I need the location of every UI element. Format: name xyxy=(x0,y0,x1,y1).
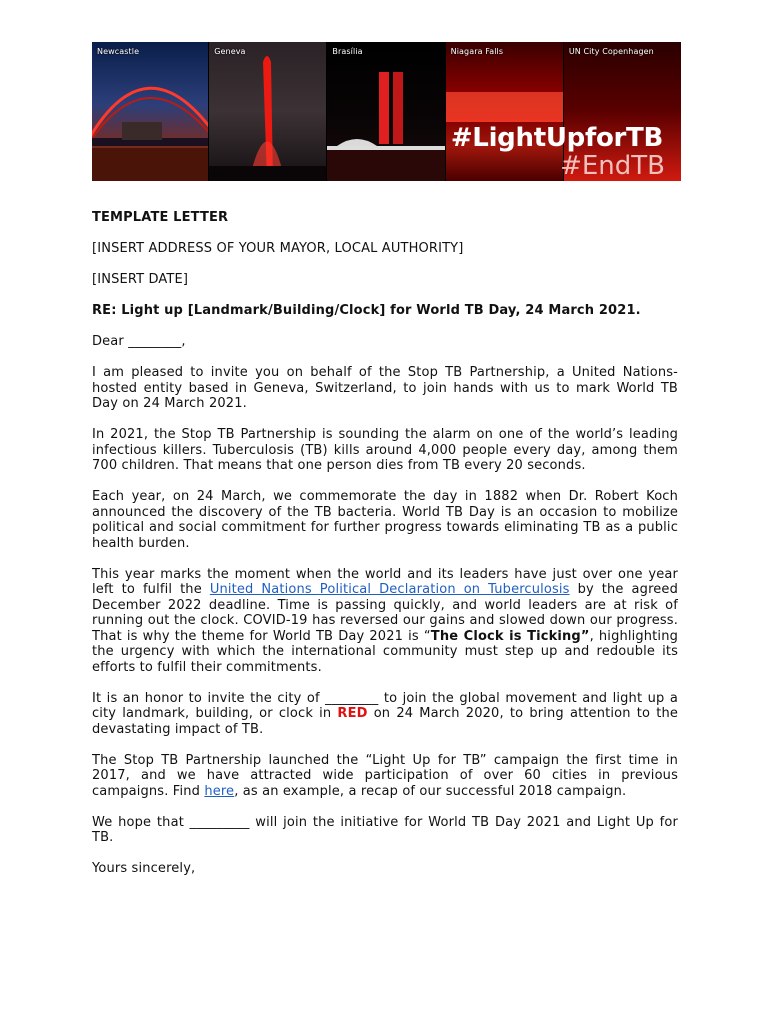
text-span: , highlighting the urgency with which the international community must step up and redouble its efforts to fulfil their commitments. xyxy=(92,628,678,675)
text-span: This year marks the moment when the world and its leaders have just over one year left to fulfil the xyxy=(92,566,678,597)
un-declaration-link[interactable]: United Nations Political Declaration on Tuberculosis xyxy=(209,582,570,597)
date-placeholder: [INSERT DATE] xyxy=(92,272,189,287)
text-span: The Stop TB Partnership launched the “Light Up for TB” campaign the first time in 2017, and we have attracted wide participation of over 60 cities in previous campaigns. Find xyxy=(92,752,678,799)
closing: Yours sincerely, xyxy=(92,861,196,876)
geneva-fountain-graphic xyxy=(209,42,326,181)
campaign-banner xyxy=(92,42,681,181)
banner-panel-newcastle xyxy=(92,42,208,181)
banner-panel-geneva xyxy=(209,42,326,181)
paragraph-theme xyxy=(92,567,678,676)
city-label: Geneva xyxy=(214,47,246,56)
text-span: It is an honor to invite the city of ________ to join the global movement and light up a city landmark, building, or clock in xyxy=(92,690,678,721)
text-span: on 24 March 2020, to bring attention to the devastating impact of TB. xyxy=(92,706,678,737)
banner-panel-niagara xyxy=(446,42,563,181)
paragraph-light-up-request xyxy=(92,691,678,738)
salutation: Dear ________, xyxy=(92,334,186,349)
theme-title: The Clock is Ticking” xyxy=(430,628,590,644)
niagara-falls-graphic xyxy=(446,42,563,181)
hashtag-lightupfortb: #LightUpforTB xyxy=(450,123,663,153)
paragraph-invitation: I am pleased to invite you on behalf of the Stop TB Partnership, a United Nations-hosted entity based in Geneva, Switzerland, to join hands with us to mark World TB Day on 24 March 2021. xyxy=(92,365,678,411)
hashtag-endtb: #EndTB xyxy=(560,151,665,181)
banner-panel-brasilia xyxy=(327,42,444,181)
text-span: by the agreed December 2022 deadline. Time is passing quickly, and world leaders are at risk of running out the clock. COVID-19 has reversed our gains and slowed down our progress. That is why the theme for World TB Day 2021 is “ xyxy=(92,582,678,644)
city-label: Newcastle xyxy=(97,47,140,56)
red-emphasis: RED xyxy=(337,706,368,721)
paragraph-tb-facts: In 2021, the Stop TB Partnership is sounding the alarm on one of the world’s leading infectious killers. Tuberculosis (TB) kills around 4,000 people every day, among them 700 children. That means that one person dies from TB every 20 seconds. xyxy=(92,427,678,473)
letter-subject: RE: Light up [Landmark/Building/Clock] for World TB Day, 24 March 2021. xyxy=(92,303,641,318)
city-label: UN City Copenhagen xyxy=(568,47,654,56)
brasilia-towers-graphic xyxy=(327,42,444,181)
paragraph-hope: We hope that _________ will join the initiative for World TB Day 2021 and Light Up for TB. xyxy=(92,814,678,845)
city-label: Niagara Falls xyxy=(450,47,504,56)
letter-body xyxy=(92,210,678,892)
newcastle-bridge-graphic xyxy=(92,42,208,181)
letter-heading: TEMPLATE LETTER xyxy=(92,210,229,225)
paragraph-campaign-history xyxy=(92,753,678,800)
campaign-recap-link[interactable]: here xyxy=(204,783,235,799)
paragraph-world-tb-day: Each year, on 24 March, we commemorate the day in 1882 when Dr. Robert Koch announced the discovery of the TB bacteria. World TB Day is an occasion to mobilize political and social commitment for further progress towards eliminating TB as a public health burden. xyxy=(92,489,678,551)
address-placeholder: [INSERT ADDRESS OF YOUR MAYOR, LOCAL AUTHORITY] xyxy=(92,241,464,256)
city-label: Brasília xyxy=(332,47,363,56)
text-span: , as an example, a recap of our successful 2018 campaign. xyxy=(234,783,627,799)
